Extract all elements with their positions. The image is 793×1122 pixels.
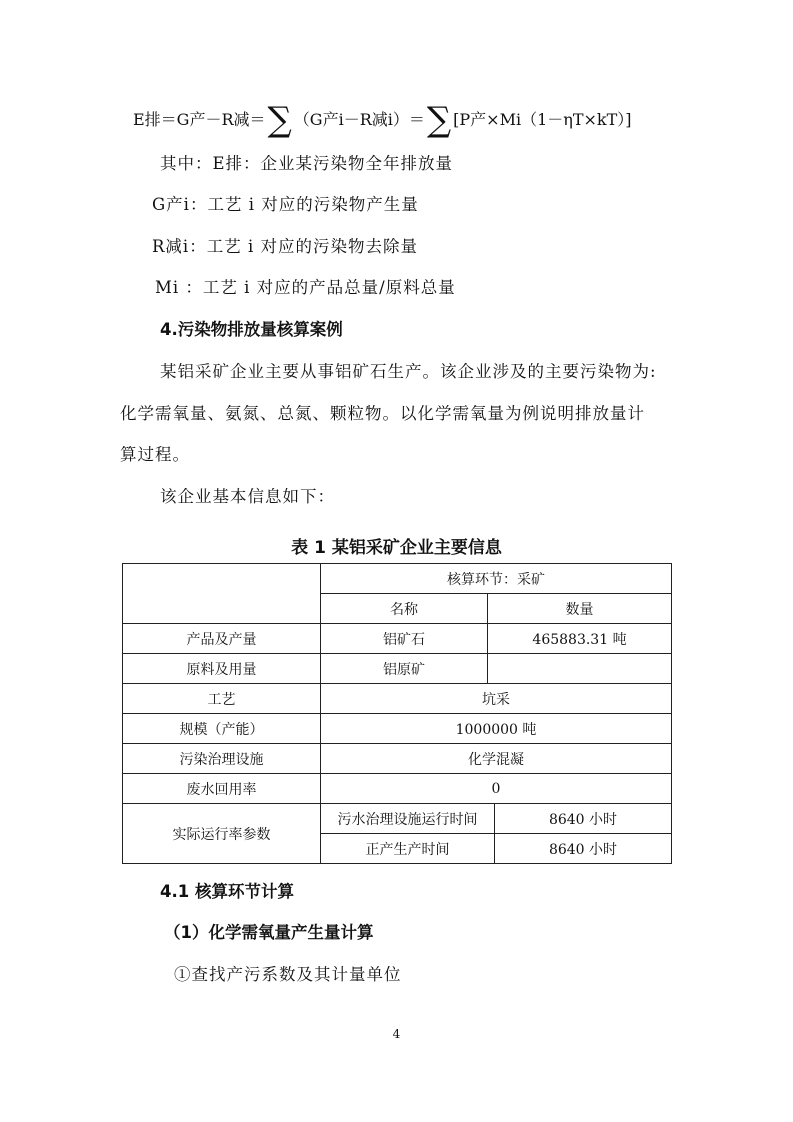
table-corner-cell: [123, 564, 321, 624]
cell-sublabel: 正产生产时间: [321, 834, 495, 864]
definition-e: 其中：E排：企业某污染物全年排放量: [160, 154, 454, 173]
cell-value: 化学混凝: [321, 744, 672, 774]
subsection-1-heading: （1）化学需氧量产生量计算: [164, 923, 374, 942]
row-label: 工艺: [123, 684, 321, 714]
paragraph-1-line-1: 某铝采矿企业主要从事铝矿石生产。该企业涉及的主要污染物为:: [160, 362, 657, 381]
table-row: [123, 624, 672, 654]
table-row: [123, 654, 672, 684]
cell-value: 铝矿石: [321, 624, 488, 654]
row-label: 污染治理设施: [123, 744, 321, 774]
sigma-symbol-1: ∑: [267, 100, 292, 140]
row-label: 原料及用量: [123, 654, 321, 684]
cell-value: 铝原矿: [321, 654, 488, 684]
cell-value: 465883.31 吨: [488, 624, 672, 654]
row-label: 废水回用率: [123, 774, 321, 804]
formula-sum1: （G产i－R减i）＝: [293, 109, 425, 129]
paragraph-1-line-2: 化学需氧量、氨氮、总氮、颗粒物。以化学需氧量为例说明排放量计: [120, 404, 645, 423]
formula-lhs: E排＝G产－R减＝: [133, 109, 266, 129]
table-row: [123, 774, 672, 804]
table-row: [123, 684, 672, 714]
table-section-header: 核算环节：采矿: [321, 564, 672, 594]
row-label: 产品及产量: [123, 624, 321, 654]
sigma-symbol-2: ∑: [426, 100, 452, 140]
section-4-1-heading: 4.1 核算环节计算: [160, 882, 294, 901]
table-caption: 表 1 某铝采矿企业主要信息: [291, 538, 502, 558]
formula-sum2: [P产×Mi（1－ηT×kT）]: [453, 109, 632, 129]
cell-value: 8640 小时: [495, 804, 672, 834]
enterprise-info-table: [122, 563, 672, 864]
definition-m: Mi ：工艺 i 对应的产品总量/原料总量: [155, 278, 456, 297]
emission-formula: [133, 100, 632, 140]
table-row: [123, 804, 672, 834]
cell-value: 坑采: [321, 684, 672, 714]
table-row: [123, 564, 672, 594]
section-4-heading: 4.污染物排放量核算案例: [160, 320, 343, 339]
cell-value: 1000000 吨: [321, 714, 672, 744]
table-row: [123, 714, 672, 744]
step-1-text: ①查找产污系数及其计量单位: [174, 965, 402, 984]
row-label: 规模（产能）: [123, 714, 321, 744]
col-header-quantity: 数量: [488, 594, 672, 624]
page-number: 4: [392, 1027, 401, 1041]
paragraph-2: 该企业基本信息如下：: [160, 487, 335, 506]
col-header-name: 名称: [321, 594, 488, 624]
paragraph-1-line-3: 算过程。: [120, 445, 190, 464]
cell-value: 8640 小时: [495, 834, 672, 864]
table-row: [123, 744, 672, 774]
definition-r: R减i：工艺 i 对应的污染物去除量: [152, 237, 418, 256]
cell-sublabel: 污水治理设施运行时间: [321, 804, 495, 834]
definition-g: G产i：工艺 i 对应的污染物产生量: [152, 195, 419, 214]
row-label: 实际运行率参数: [123, 804, 321, 864]
cell-value: [488, 654, 672, 684]
cell-value: 0: [321, 774, 672, 804]
